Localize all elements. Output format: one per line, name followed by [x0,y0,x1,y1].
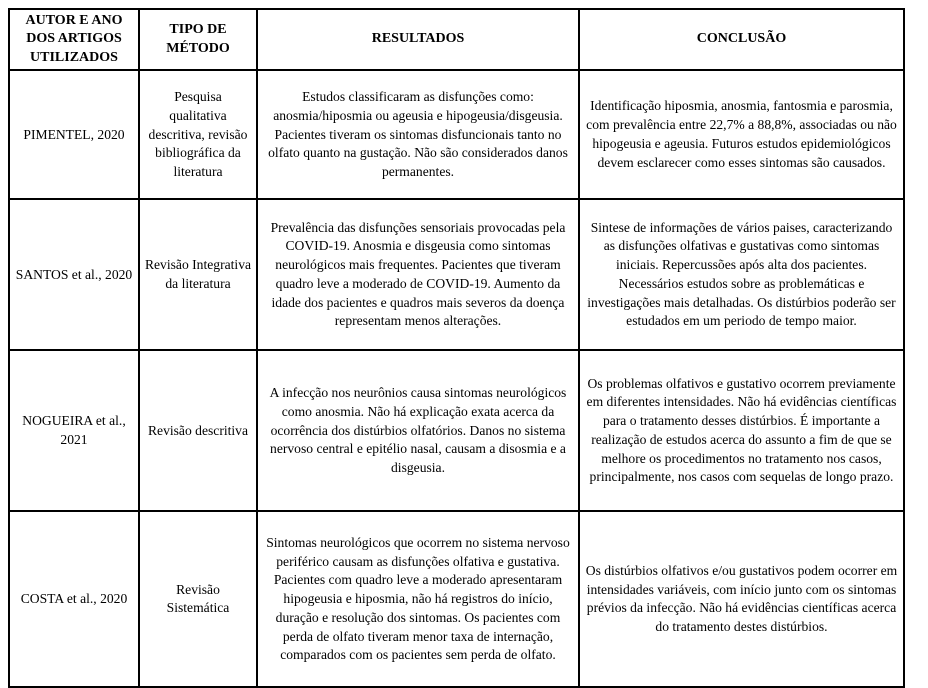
cell-author: COSTA et al., 2020 [9,511,139,687]
cell-conclusion: Identificação hiposmia, anosmia, fantosmia e parosmia, com prevalência entre 22,7% a 88,8%, associadas ou não hipogeusia e ageusia. Futuros estudos epidemiológicos devem esclarecer como esses sintomas são causados. [579,70,904,199]
cell-results: Prevalência das disfunções sensoriais provocadas pela COVID-19. Anosmia e disgeusia como sintomas neurológicos mais frequentes. Pacientes que tiveram quadro leve a moderado de COVID-19. Aumento da idade dos pacientes e quadros mais severos da doença representam menos alterações. [257,199,579,350]
cell-author: PIMENTEL, 2020 [9,70,139,199]
cell-method: Revisão descritiva [139,350,257,511]
table-row [9,511,904,687]
cell-results: Estudos classificaram as disfunções como: anosmia/hiposmia ou ageusia e hipogeusia/disgeusia. Pacientes tiveram os sintomas disfuncionais tanto no olfato quanto na gustação. Não são considerados danos permanentes. [257,70,579,199]
header-author-year: AUTOR E ANO DOS ARTIGOS UTILIZADOS [9,9,139,70]
cell-method: Pesquisa qualitativa descritiva, revisão bibliográfica da literatura [139,70,257,199]
cell-results: Sintomas neurológicos que ocorrem no sistema nervoso periférico causam as disfunções olfativa e gustativa. Pacientes com quadro leve a moderado apresentaram hipogeusia e hiposmia, não há registros do início, duração e resolução dos sintomas. Os pacientes com perda de olfato tiveram menor taxa de internação, comparados com os pacientes sem perda de olfato. [257,511,579,687]
cell-conclusion: Os distúrbios olfativos e/ou gustativos podem ocorrer em intensidades variáveis, com início junto com os sintomas prévios da infecção. Não há evidências científicas acerca do tratamento destes distúrbios. [579,511,904,687]
cell-author: NOGUEIRA et al., 2021 [9,350,139,511]
cell-results: A infecção nos neurônios causa sintomas neurológicos como anosmia. Não há explicação exata acerca da ocorrência dos distúrbios olfatórios. Danos no sistema nervoso central e epitélio nasal, causam a disosmia e a disgeusia. [257,350,579,511]
header-results: RESULTADOS [257,9,579,70]
cell-author: SANTOS et al., 2020 [9,199,139,350]
table-row [9,350,904,511]
cell-conclusion: Sintese de informações de vários paises, caracterizando as disfunções olfativas e gustativas como sintomas iniciais. Repercussões após alta dos pacientes. Necessários estudos sobre as problemáticas e investigações mais detalhadas. Os distúrbios poderão ser estudados em um periodo de tempo maior. [579,199,904,350]
cell-method: Revisão Integrativa da literatura [139,199,257,350]
cell-conclusion: Os problemas olfativos e gustativo ocorrem previamente em diferentes intensidades. Não há evidências científicas para o tratamento desses distúrbios. É importante a realização de estudos acerca do assunto a fim de que se melhore os procedimentos no tratamento nos casos, principalmente, nos casos com sequelas de longo prazo. [579,350,904,511]
header-method-type: TIPO DE MÉTODO [139,9,257,70]
table-row [9,199,904,350]
table-header-row [9,9,904,70]
table-row [9,70,904,199]
cell-method: Revisão Sistemática [139,511,257,687]
literature-review-table [8,8,905,688]
header-conclusion: CONCLUSÃO [579,9,904,70]
